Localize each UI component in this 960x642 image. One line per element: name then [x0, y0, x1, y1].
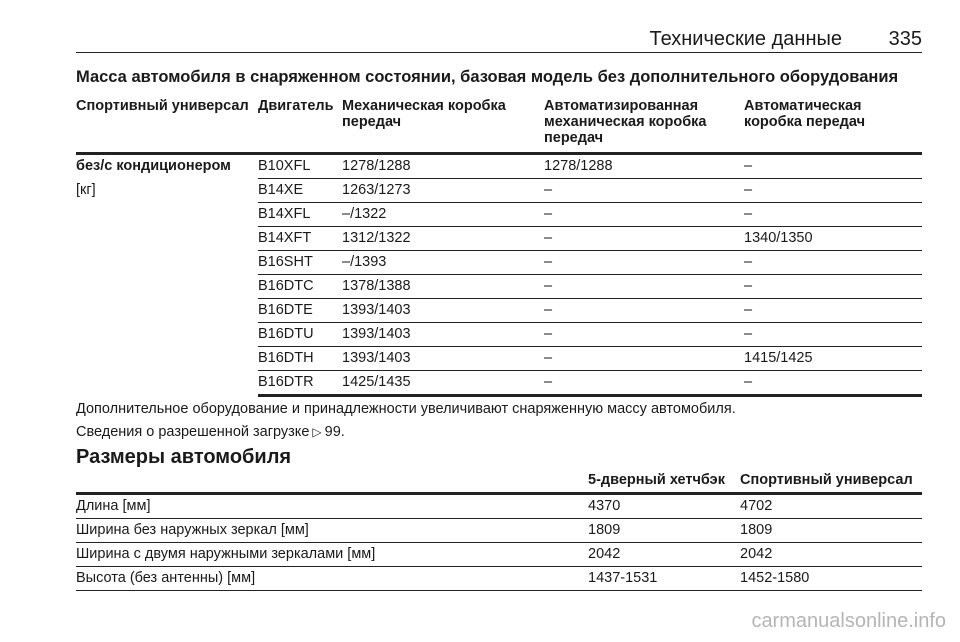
- dimension-tourer-value: 1809: [740, 519, 922, 543]
- mass-header-body: Спортивный универсал: [76, 96, 258, 154]
- automated-manual-cell: –: [544, 299, 744, 323]
- automatic-cell: –: [744, 323, 922, 347]
- dimensions-header-parameter: [76, 470, 588, 494]
- table-row: [76, 154, 922, 179]
- dimension-hatchback-value: 2042: [588, 543, 740, 567]
- side-label-ac: без/с кондиционером: [76, 158, 231, 174]
- manual-cell: 1263/1273: [342, 179, 544, 203]
- note-equipment: Дополнительное оборудование и принадлежности увеличивают снаряженную массу автомобиля.: [76, 401, 736, 417]
- mass-table: [76, 96, 922, 397]
- dimension-tourer-value: 4702: [740, 494, 922, 519]
- manual-cell: 1378/1388: [342, 275, 544, 299]
- dimension-label: Длина [мм]: [76, 494, 588, 519]
- dimension-hatchback-value: 1809: [588, 519, 740, 543]
- note-load-page-link[interactable]: 99.: [324, 424, 345, 440]
- dimensions-header-hatchback: 5-дверный хетчбэк: [588, 470, 740, 494]
- dimensions-header-row: [76, 470, 922, 494]
- automatic-cell: –: [744, 251, 922, 275]
- manual-cell: –/1393: [342, 251, 544, 275]
- table-row: [76, 494, 922, 519]
- engine-cell: B14XE: [258, 179, 342, 203]
- note-load-text: Сведения о разрешенной загрузке: [76, 424, 310, 440]
- manual-cell: 1393/1403: [342, 347, 544, 371]
- page-number: 335: [888, 28, 922, 50]
- mass-header-automatic: Автоматическая коробка передач: [744, 96, 922, 154]
- manual-cell: –/1322: [342, 203, 544, 227]
- automated-manual-cell: –: [544, 227, 744, 251]
- dimensions-header-sports-tourer: Спортивный универсал: [740, 470, 922, 494]
- engine-cell: B16DTC: [258, 275, 342, 299]
- engine-cell: B16SHT: [258, 251, 342, 275]
- automated-manual-cell: –: [544, 203, 744, 227]
- automated-manual-cell: –: [544, 371, 744, 396]
- engine-cell: B14XFT: [258, 227, 342, 251]
- automatic-cell: –: [744, 154, 922, 179]
- table-row: [76, 371, 922, 396]
- manual-cell: 1393/1403: [342, 299, 544, 323]
- engine-cell: B14XFL: [258, 203, 342, 227]
- dimension-hatchback-value: 1437-1531: [588, 567, 740, 591]
- table-row: [76, 323, 922, 347]
- watermark: carmanualsonline.info: [751, 610, 946, 632]
- page-header: [76, 26, 922, 53]
- dimensions-title: Размеры автомобиля: [76, 446, 292, 468]
- mass-header-automated-manual: Автоматизированная механическая коробка передач: [544, 96, 744, 154]
- dimension-label: Ширина с двумя наружными зеркалами [мм]: [76, 543, 588, 567]
- automatic-cell: –: [744, 275, 922, 299]
- engine-cell: B16DTH: [258, 347, 342, 371]
- automated-manual-cell: –: [544, 347, 744, 371]
- automated-manual-cell: 1278/1288: [544, 154, 744, 179]
- page-reference-arrow-icon: ▷: [312, 425, 322, 439]
- dimensions-table: [76, 470, 922, 591]
- automatic-cell: –: [744, 371, 922, 396]
- dimension-label: Высота (без антенны) [мм]: [76, 567, 588, 591]
- engine-cell: B10XFL: [258, 154, 342, 179]
- engine-cell: B16DTE: [258, 299, 342, 323]
- section-title: Масса автомобиля в снаряженном состоянии, базовая модель без дополнительного оборудования: [76, 68, 899, 86]
- page-title: Технические данные: [649, 28, 842, 50]
- dimension-tourer-value: 2042: [740, 543, 922, 567]
- dimension-tourer-value: 1452-1580: [740, 567, 922, 591]
- table-row: [76, 275, 922, 299]
- manual-cell: 1312/1322: [342, 227, 544, 251]
- automatic-cell: –: [744, 179, 922, 203]
- table-row: [76, 519, 922, 543]
- table-row: [76, 567, 922, 591]
- automated-manual-cell: –: [544, 251, 744, 275]
- automated-manual-cell: –: [544, 275, 744, 299]
- automatic-cell: 1415/1425: [744, 347, 922, 371]
- mass-header-manual: Механическая коробка передач: [342, 96, 544, 154]
- table-row: [76, 203, 922, 227]
- automated-manual-cell: –: [544, 179, 744, 203]
- table-row: [76, 347, 922, 371]
- side-label-unit: [кг]: [76, 181, 96, 198]
- manual-cell: 1393/1403: [342, 323, 544, 347]
- manual-cell: 1425/1435: [342, 371, 544, 396]
- dimension-hatchback-value: 4370: [588, 494, 740, 519]
- dimension-label: Ширина без наружных зеркал [мм]: [76, 519, 588, 543]
- table-row: [76, 299, 922, 323]
- mass-table-header-row: [76, 96, 922, 154]
- engine-cell: B16DTU: [258, 323, 342, 347]
- automatic-cell: 1340/1350: [744, 227, 922, 251]
- manual-cell: 1278/1288: [342, 154, 544, 179]
- automatic-cell: –: [744, 203, 922, 227]
- table-row: [76, 543, 922, 567]
- automated-manual-cell: –: [544, 323, 744, 347]
- table-row: [76, 251, 922, 275]
- note-load-reference: [76, 424, 345, 440]
- engine-cell: B16DTR: [258, 371, 342, 396]
- table-row: [76, 227, 922, 251]
- automatic-cell: –: [744, 299, 922, 323]
- table-row: [76, 179, 922, 203]
- mass-header-engine: Двигатель: [258, 96, 342, 154]
